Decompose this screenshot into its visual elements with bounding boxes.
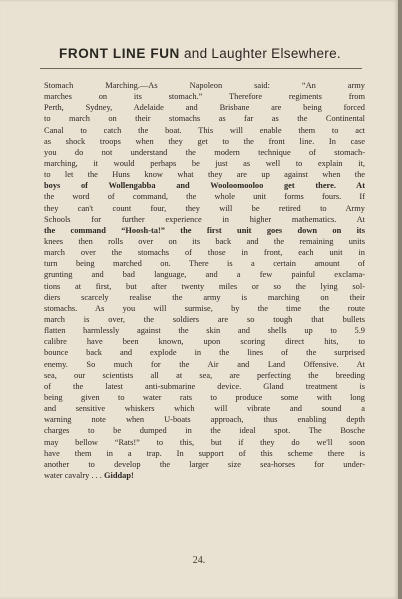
text-line bbox=[44, 191, 365, 202]
text-run: march over the stomachs of those in front, each unit in bbox=[44, 248, 365, 258]
page-number: 24. bbox=[192, 555, 206, 566]
text-line bbox=[44, 180, 365, 191]
text-run: tions at first, but after twenty miles or so the lying sol- bbox=[44, 281, 365, 291]
text-run: bounce back and explode in the lines of the surprised bbox=[44, 348, 365, 358]
text-line bbox=[44, 80, 365, 91]
text-line bbox=[44, 136, 365, 147]
text-run: Canal to catch the boat. This will enable them to act bbox=[44, 125, 365, 135]
text-line bbox=[44, 448, 365, 459]
text-line bbox=[44, 147, 365, 158]
text-run: diers scarcely realise the army is marching on their bbox=[44, 292, 365, 302]
text-line bbox=[44, 225, 365, 236]
text-run: you do not understand the modern technique of stomach- bbox=[44, 147, 365, 157]
text-run: charges to be dumped in the ideal spot. The Bosche bbox=[44, 426, 365, 436]
text-run: another to develop the larger size sea-horses for under- bbox=[44, 459, 365, 469]
text-run: calibre have been known, upon scoring direct hits, to bbox=[44, 337, 365, 347]
header-rule bbox=[40, 68, 362, 69]
text-line bbox=[44, 247, 365, 258]
text-line bbox=[44, 359, 365, 370]
text-run: sea, our scientists all at sea, are perfecting the breeding bbox=[44, 370, 365, 380]
text-line bbox=[44, 459, 365, 470]
text-line bbox=[44, 236, 365, 247]
text-run: Stomach Marching.—As Napoleon said: “An army bbox=[44, 81, 365, 90]
text-run: the command “Hoosh-ta!” the first unit goes down on its bbox=[44, 225, 365, 235]
text-line bbox=[44, 392, 365, 403]
text-line bbox=[44, 370, 365, 381]
text-line bbox=[44, 437, 365, 448]
text-line bbox=[44, 325, 365, 336]
text-run: march is over, the soldiers are so tough that bullets bbox=[44, 314, 365, 324]
text-run: of the latest anti-submarine device. Gland treatment is bbox=[44, 381, 365, 391]
text-line bbox=[44, 203, 365, 214]
page-header bbox=[40, 46, 360, 61]
text-run: enemy. So much for the Air and Land Offensive. At bbox=[44, 359, 365, 369]
text-line bbox=[44, 113, 365, 124]
text-line bbox=[44, 314, 365, 325]
page-edge bbox=[398, 0, 402, 599]
text-line bbox=[44, 470, 365, 481]
text-line bbox=[44, 158, 365, 169]
text-run: they can't count four, they will be retired to Army bbox=[44, 203, 365, 213]
text-run: Giddap! bbox=[104, 470, 134, 480]
header-title-rest: and Laughter Elsewhere. bbox=[179, 46, 341, 61]
text-run: warning note when U-boats approach, thus enabling depth bbox=[44, 415, 365, 425]
text-run: boys of Wollengabba and Wooloomooloo get there. At bbox=[44, 181, 365, 191]
text-line bbox=[44, 303, 365, 314]
text-run: as shock troops when they get to the front line. In case bbox=[44, 136, 365, 146]
text-line bbox=[44, 425, 365, 436]
text-line bbox=[44, 347, 365, 358]
text-run: Perth, Sydney, Adelaide and Brisbane are being forced bbox=[44, 103, 365, 113]
text-line bbox=[44, 169, 365, 180]
text-line bbox=[44, 292, 365, 303]
text-run: stomachs. As you will surmise, by the time the route bbox=[44, 303, 365, 313]
text-run: Schools for further experience in higher mathematics. At bbox=[44, 214, 365, 224]
article-text bbox=[44, 80, 365, 481]
text-run: and sensitive whiskers which will vibrate and sound a bbox=[44, 404, 365, 414]
text-run: to march on their stomachs as far as the Continental bbox=[44, 114, 365, 124]
text-run: turn being marched on. There is a certain amount of bbox=[44, 259, 365, 269]
text-run: grunting and bad language, and a few painful exclama- bbox=[44, 270, 365, 280]
text-run: knees then rolls over on its back and the remaining units bbox=[44, 236, 365, 246]
text-line bbox=[44, 403, 365, 414]
text-line bbox=[44, 414, 365, 425]
header-title-bold: FRONT LINE FUN bbox=[59, 46, 180, 61]
text-line bbox=[44, 214, 365, 225]
text-run: being given to water rats to produce some with long bbox=[44, 392, 365, 402]
text-line bbox=[44, 125, 365, 136]
text-run: may bellow “Rats!” to this, but if they do we'll soon bbox=[44, 437, 365, 447]
text-line bbox=[44, 102, 365, 113]
text-run: marches on its stomach.” Therefore regiments from bbox=[44, 92, 365, 102]
text-run: water cavalry . . . bbox=[44, 470, 104, 480]
text-run: marching, it would perhaps be just as well to explain it, bbox=[44, 158, 365, 168]
text-run: have them in a trap. In support of this scheme there is bbox=[44, 448, 365, 458]
text-run: the word of command, the whole unit forms fours. If bbox=[44, 192, 365, 202]
text-line bbox=[44, 281, 365, 292]
text-run: flatten harmlessly against the skin and shells up to 5.9 bbox=[44, 326, 365, 336]
text-line bbox=[44, 336, 365, 347]
text-line bbox=[44, 91, 365, 102]
text-line bbox=[44, 381, 365, 392]
text-line bbox=[44, 269, 365, 280]
text-run: to let the Huns know what they are up against when the bbox=[44, 170, 365, 180]
text-line bbox=[44, 258, 365, 269]
